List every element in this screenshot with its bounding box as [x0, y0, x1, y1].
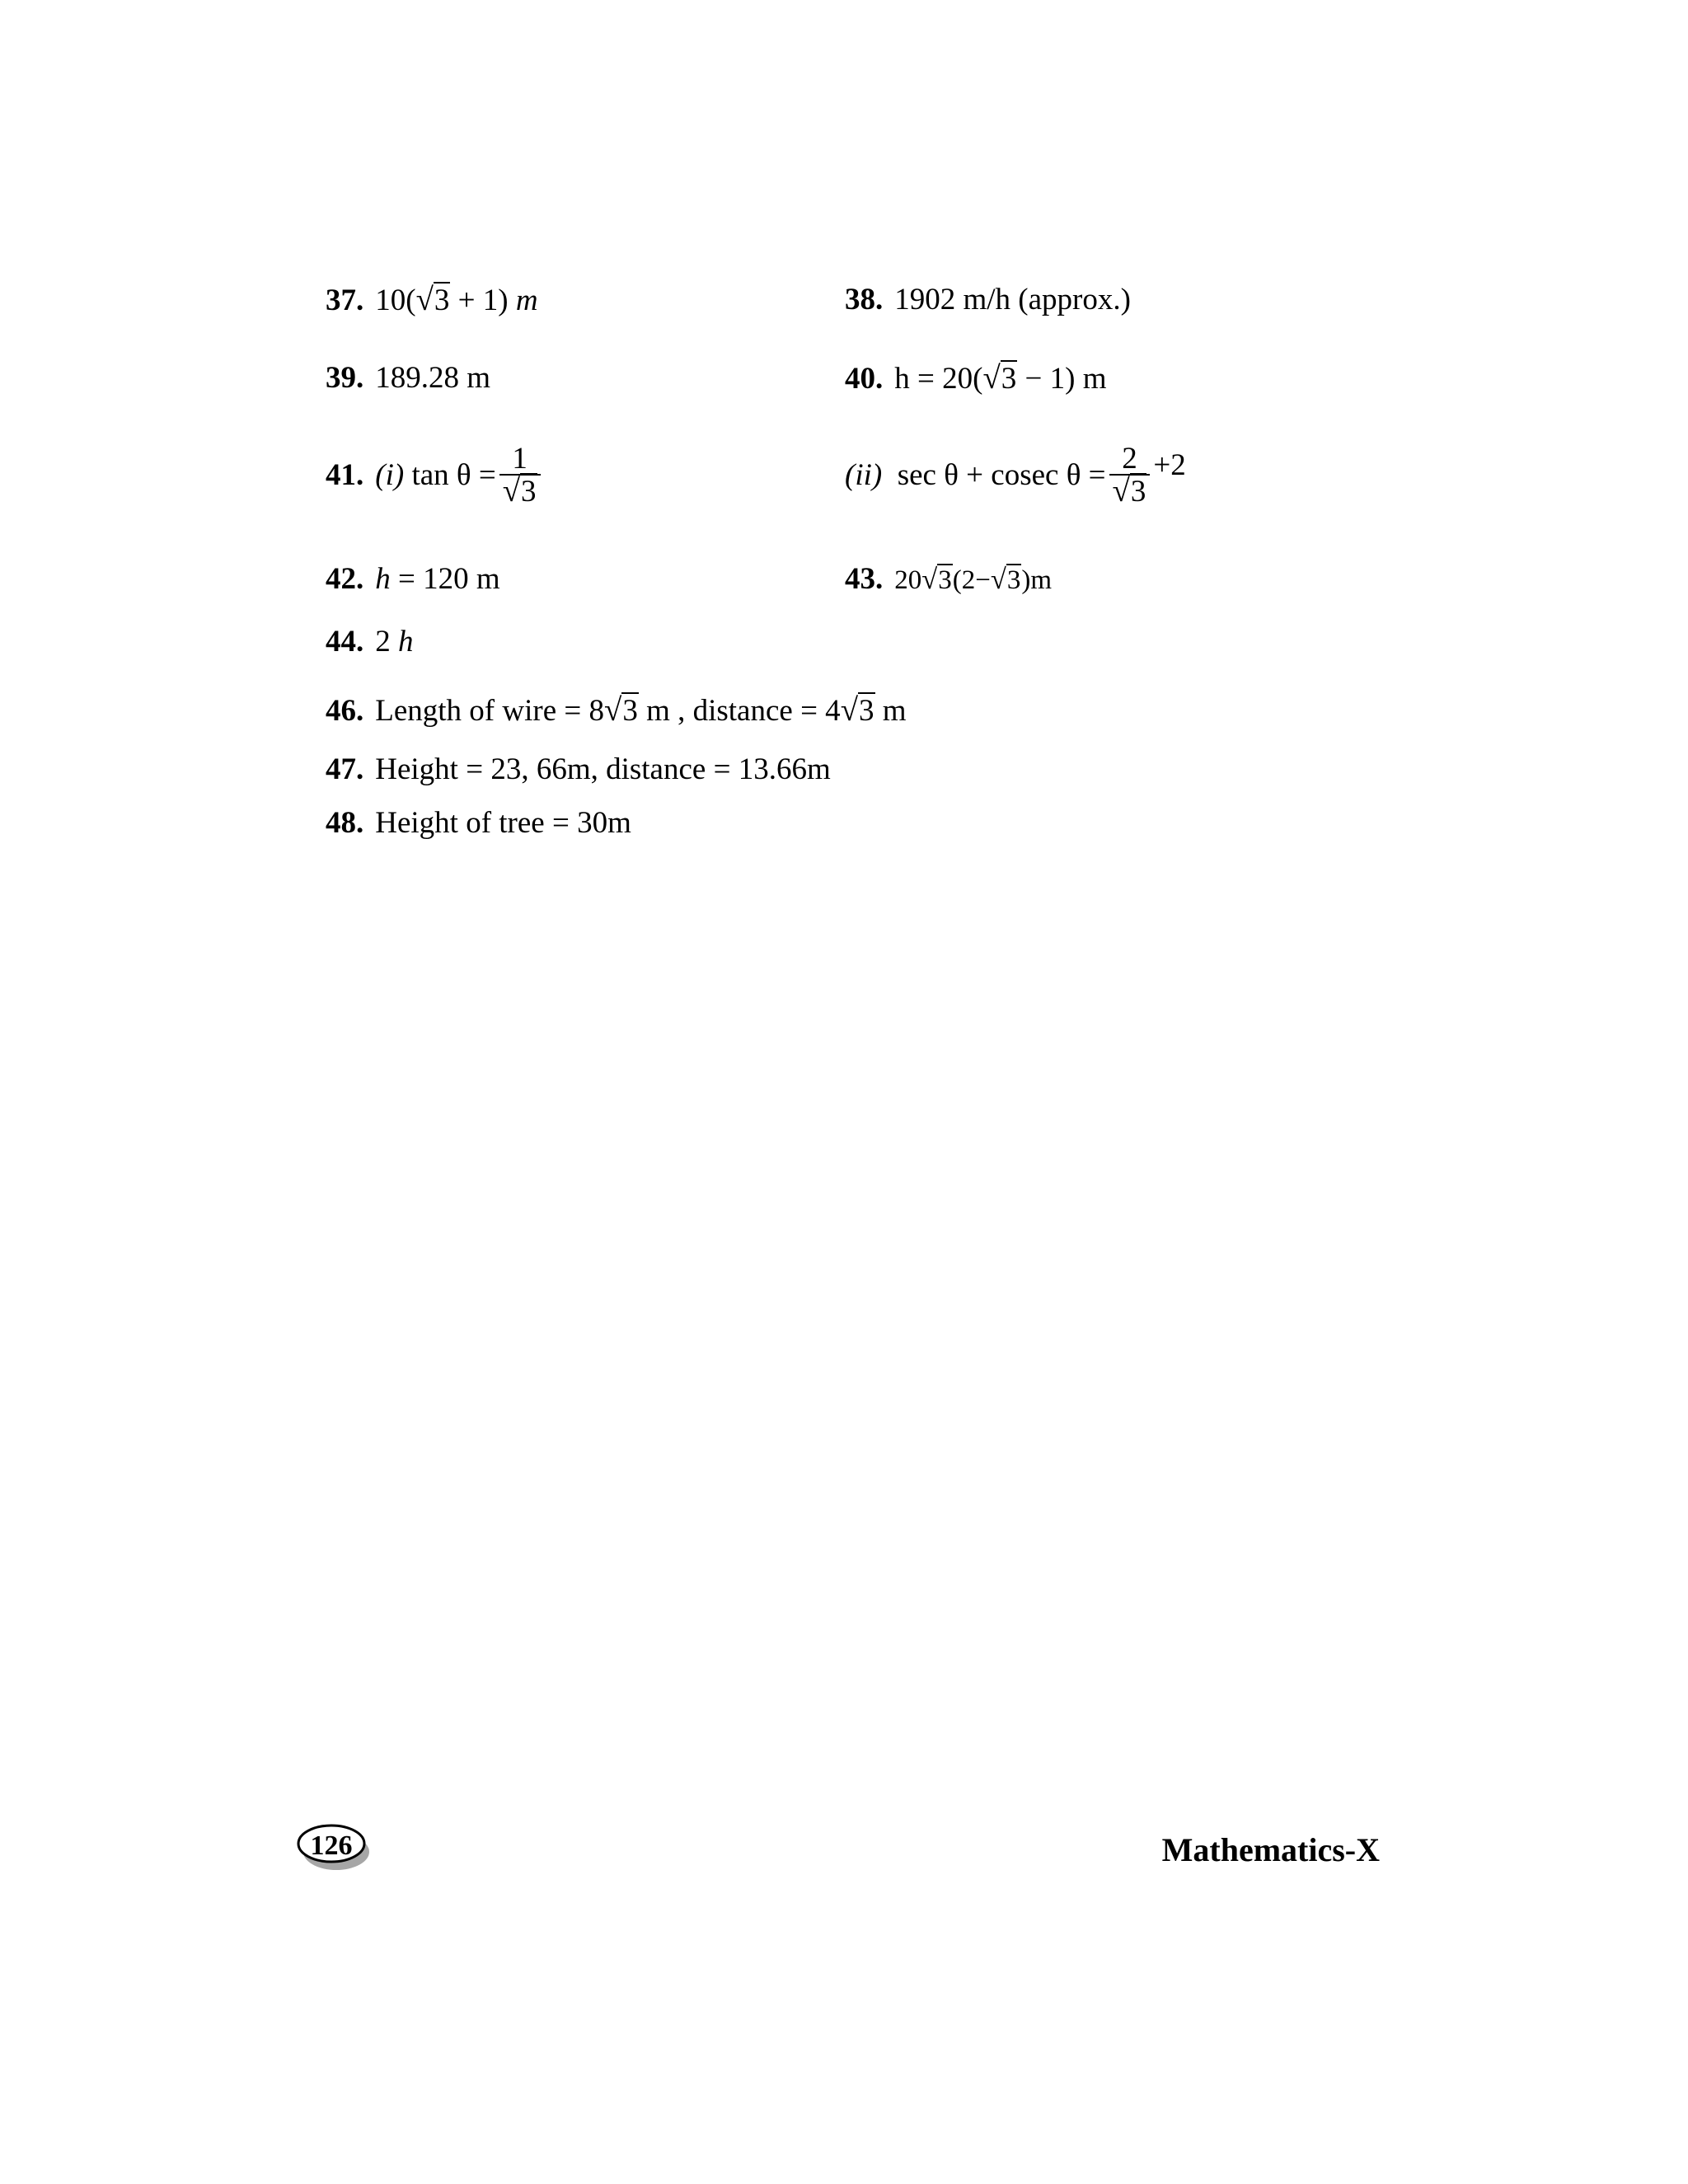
answer-number: 47.	[326, 752, 364, 786]
fraction: $\frac{2}{√3}$	[1109, 443, 1151, 508]
book-title: Mathematics-X	[1161, 1831, 1380, 1868]
answer-number: 43.	[845, 562, 884, 596]
answer-number: 38.	[845, 283, 884, 316]
sqrt-expression: √3	[604, 692, 638, 728]
fraction: $\frac{1}{√3}$	[499, 443, 541, 508]
page-number: 126	[310, 1830, 353, 1861]
answer-number: 48.	[326, 806, 364, 840]
answer-39: 39. 189.28 m	[326, 361, 491, 395]
answer-37: 37. 10(√3 + 1) m	[326, 282, 538, 317]
answer-number: 39.	[326, 361, 364, 395]
answer-44: 44. 2 h	[326, 625, 414, 658]
answer-47: 47. Height = 23, 66m, distance = 13.66m	[326, 752, 831, 786]
answer-38: 38. 1902 m/h (approx.)	[845, 283, 1131, 316]
sqrt-expression: √3	[990, 564, 1021, 595]
answer-41-ii: (ii) sec θ + cosec θ = $\frac{2}{√3}$ +2	[845, 442, 1186, 509]
answer-46: 46. Length of wire = 8√3 m , distance = 4√3 m	[326, 692, 907, 728]
answer-number: 46.	[326, 694, 364, 728]
sqrt-expression: √3	[982, 360, 1017, 396]
answer-number: 42.	[326, 562, 364, 596]
answer-43: 43. 20√3(2−√3)m	[845, 562, 1053, 596]
answer-number: 41.	[326, 458, 364, 493]
page-number-badge	[295, 1819, 371, 1877]
answer-42: 42. h = 120 m	[326, 562, 500, 596]
answer-41-i: 41. (i) tan θ = $\frac{1}{√3}$	[326, 443, 544, 508]
answer-number: 37.	[326, 284, 364, 317]
answer-number: 44.	[326, 625, 364, 658]
sqrt-expression: √3	[921, 564, 952, 595]
sqrt-expression: √3	[415, 282, 450, 317]
answer-number: 40.	[845, 362, 884, 396]
sqrt-expression: √3	[840, 692, 874, 728]
answer-48: 48. Height of tree = 30m	[326, 806, 631, 840]
answer-40: 40. h = 20(√3 − 1) m	[845, 360, 1107, 396]
